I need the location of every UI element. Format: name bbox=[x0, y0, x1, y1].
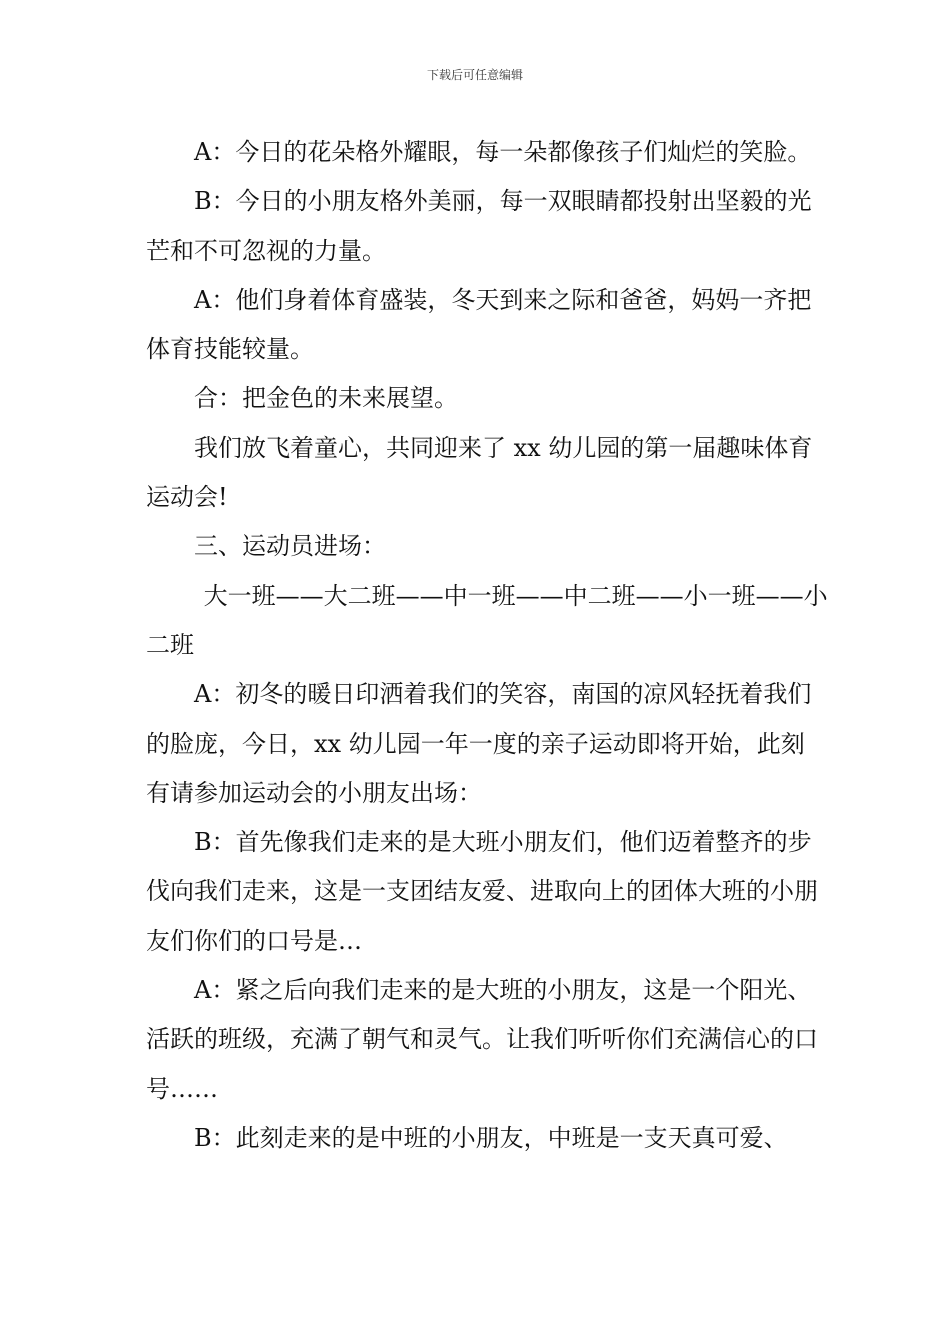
paragraph-11: B：此刻走来的是中班的小朋友，中班是一支天真可爱、 bbox=[194, 1123, 788, 1152]
paragraph-8: A：初冬的暖日印洒着我们的笑容，南国的凉风轻抚着我们的脸庞，今日，xx 幼儿园一年一度的亲子运动即将开始，此刻有请参加运动会的小朋友出场： bbox=[146, 680, 812, 807]
document-body bbox=[146, 128, 828, 1163]
class-order: 大一班——大二班——中一班——中二班——小一班——小二班 bbox=[146, 581, 828, 659]
paragraph-1: A：今日的花朵格外耀眼，每一朵都像孩子们灿烂的笑脸。 bbox=[194, 138, 812, 166]
paragraph-4: 合：把金色的未来展望。 bbox=[194, 384, 458, 413]
header-note: 下载后可任意编辑 bbox=[426, 68, 523, 82]
paragraph-5: 我们放飞着童心，共同迎来了 xx 幼儿园的第一届趣味体育运动会! bbox=[146, 433, 813, 512]
paragraph-2: B：今日的小朋友格外美丽，每一双眼睛都投射出坚毅的光芒和不可忽视的力量。 bbox=[146, 187, 812, 265]
section-heading: 三、运动员进场： bbox=[194, 532, 386, 561]
paragraph-3: A：他们身着体育盛装，冬天到来之际和爸爸，妈妈一齐把体育技能较量。 bbox=[146, 285, 812, 364]
paragraph-10: A：紧之后向我们走来的是大班的小朋友，这是一个阳光、活跃的班级，充满了朝气和灵气。让我们听听你们充满信心的口号…… bbox=[146, 976, 818, 1103]
paragraph-9: B：首先像我们走来的是大班小朋友们，他们迈着整齐的步伐向我们走来，这是一支团结友爱、进取向上的团体大班的小朋友们你们的口号是… bbox=[146, 828, 818, 955]
